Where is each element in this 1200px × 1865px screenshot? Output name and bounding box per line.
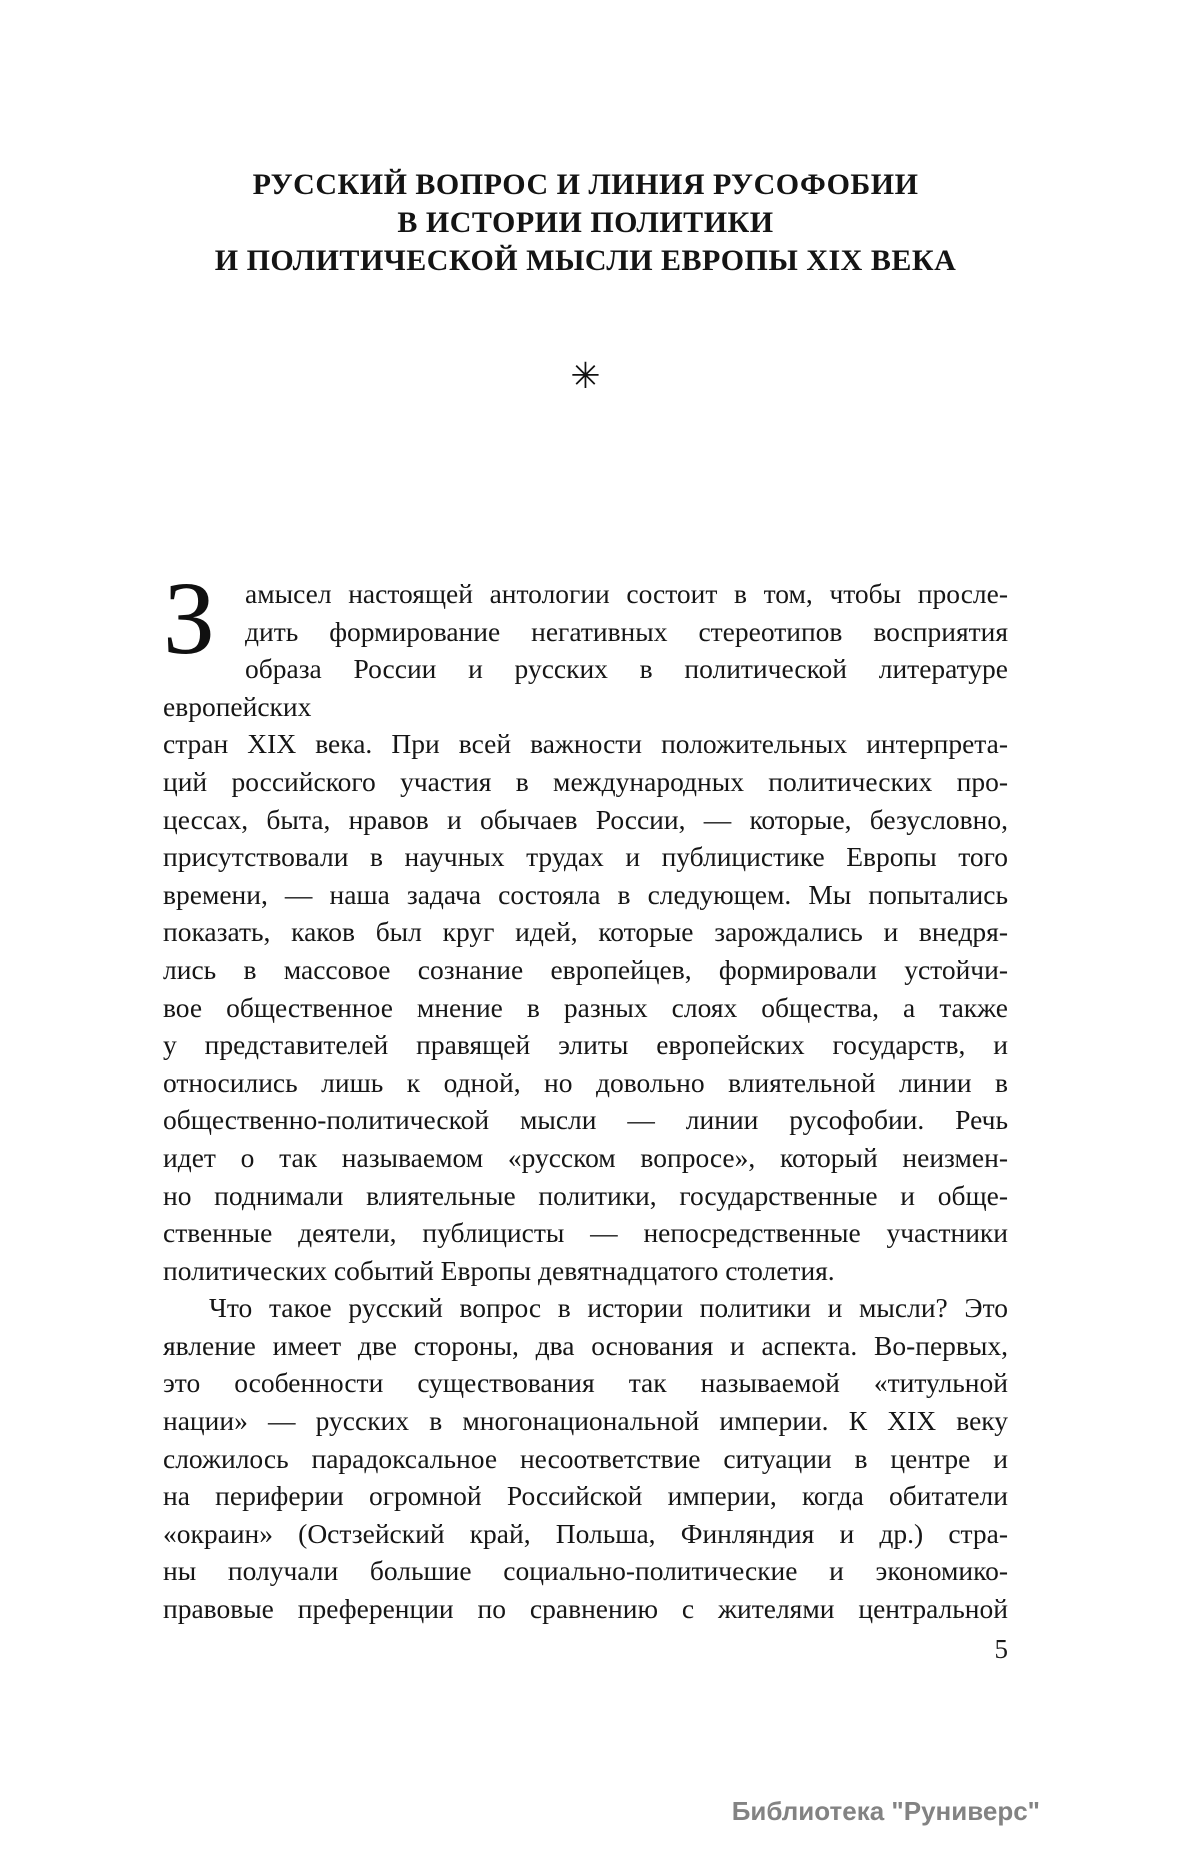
text-line: относились лишь к одной, но довольно влиятельной линии в [163,1066,1008,1098]
chapter-title-line-2: В ИСТОРИИ ПОЛИТИКИ [397,206,774,239]
text-line: ственные деятели, публицисты — непосредственные участники [163,1217,1008,1249]
text-line: это особенности существования так называемой «титульной [163,1367,1008,1399]
text-line: идет о так называемом «русском вопросе», который неизмен- [163,1141,1008,1173]
text-line: «окраин» (Остзейский край, Польша, Финляндия и др.) стра- [163,1517,1008,1549]
text-line: правовые преференции по сравнению с жителями центральной [163,1593,1008,1625]
body-text-column [163,561,1008,1628]
chapter-title-line-3: И ПОЛИТИЧЕСКОЙ МЫСЛИ ЕВРОПЫ XIX ВЕКА [214,244,957,277]
text-line: но поднимали влиятельные политики, государственные и обще- [163,1179,1008,1211]
text-line: лись в массовое сознание европейцев, формировали устойчи- [163,953,1008,985]
text-line: цессах, быта, нравов и обычаев России, — которые, безусловно, [163,803,1008,835]
text-line: стран XIX века. При всей важности положительных интерпрета- [163,728,1008,760]
star-ornament-icon: ✳ [570,356,601,396]
page-number: 5 [994,1634,1008,1664]
text-line: вое общественное мнение в разных слоях общества, а также [163,991,1008,1023]
text-line: присутствовали в научных трудах и публицистике Европы того [163,841,1008,873]
library-watermark: Библиотека "Руниверс" [731,1796,1040,1826]
text-line: общественно-политической мысли — линии русофобии. Речь [163,1104,1008,1136]
text-line: у представителей правящей элиты европейских государств, и [163,1029,1008,1061]
paragraph [163,561,1008,1289]
text-line: ны получали большие социально-политические и экономико- [163,1555,1008,1587]
text-line: амысел настоящей антологии состоит в том, чтобы просле- [245,578,1008,609]
text-line: показать, каков был круг идей, которые зарождались и внедря- [163,916,1008,948]
paragraph [163,1289,1008,1627]
chapter-title-line-1: РУССКИЙ ВОПРОС И ЛИНИЯ РУСОФОБИИ [252,168,919,201]
text-line: сложилось парадоксальное несоответствие ситуации в центре и [163,1442,1008,1474]
text-line: дить формирование негативных стереотипов восприятия [245,615,1008,647]
drop-cap: З [163,561,216,676]
text-line: Что такое русский вопрос в истории политики и мысли? Это [209,1292,1008,1324]
text-line: нации» — русских в многонациональной империи. К XIX веку [163,1405,1008,1437]
chapter-title [163,166,1008,280]
text-line: ций российского участия в международных политических про- [163,765,1008,797]
text-line: образа России и русских в политической литературе европейских [163,653,1008,722]
text-line: времени, — наша задача состояла в следующем. Мы попытались [163,878,1008,910]
text-line: на периферии огромной Российской империи, когда обитатели [163,1480,1008,1512]
text-line: политических событий Европы девятнадцатого столетия. [163,1254,835,1286]
text-line: явление имеет две стороны, два основания и аспекта. Во-первых, [163,1329,1008,1361]
